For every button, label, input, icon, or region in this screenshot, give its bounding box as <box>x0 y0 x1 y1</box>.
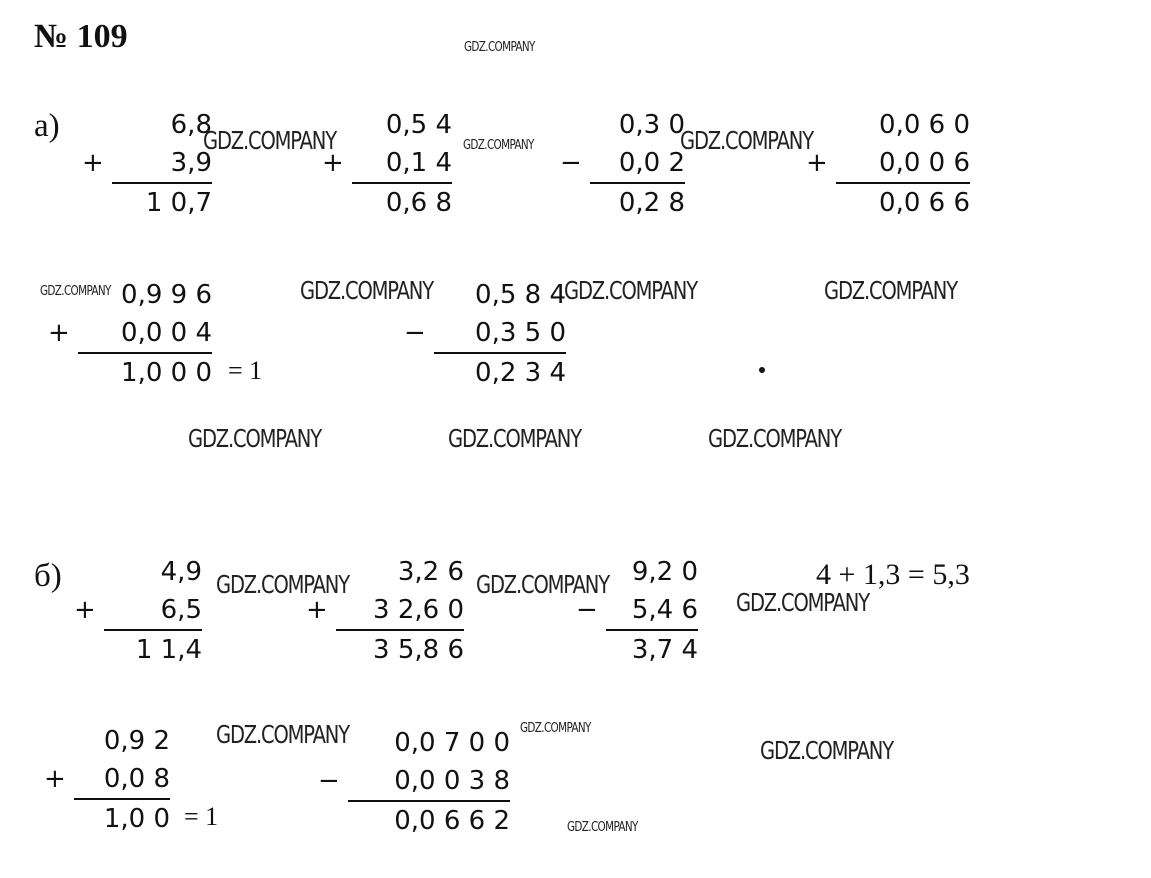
operation-result: 3,7 4 <box>631 635 698 665</box>
operator-sign: + <box>48 318 70 348</box>
watermark: GDZ.COMPANY <box>216 570 349 599</box>
column-operation <box>576 553 698 669</box>
operator-sign: + <box>806 148 828 178</box>
operand-bottom: − 5,4 6 <box>606 591 698 631</box>
operand-bottom: + 0,1 4 <box>352 144 452 184</box>
watermark: GDZ.COMPANY <box>824 276 957 305</box>
operand-top: 0,5 4 <box>385 110 452 140</box>
operation-result: 0,0 6 6 <box>879 188 970 218</box>
operator-sign: + <box>74 595 96 625</box>
operand-bottom: + 0,0 0 6 <box>836 144 970 184</box>
watermark: GDZ.COMPANY <box>300 276 433 305</box>
watermark: GDZ.COMPANY <box>736 588 869 617</box>
column-operation <box>74 553 202 669</box>
operation-result: 0,6 8 <box>385 188 452 218</box>
inline-equation: 4 + 1,3 = 5,3 <box>816 558 970 591</box>
watermark: GDZ.COMPANY <box>448 424 581 453</box>
operation-result: 3 5,8 6 <box>373 635 464 665</box>
column-operation <box>306 553 464 669</box>
operand-top: 3,2 6 <box>397 557 464 587</box>
operand-bottom: − 0,0 0 3 8 <box>348 762 510 802</box>
column-operation <box>806 106 970 222</box>
operation-result: 0,2 8 <box>618 188 685 218</box>
operand-top: 0,5 8 4 <box>475 280 566 310</box>
watermark: GDZ.COMPANY <box>203 126 336 155</box>
operand-top: 0,3 0 <box>618 110 685 140</box>
operand-top: 0,0 7 0 0 <box>394 728 510 758</box>
watermark: GDZ.COMPANY <box>463 138 534 153</box>
operator-sign: − <box>404 318 426 348</box>
operand-bottom: − 0,0 2 <box>590 144 685 184</box>
operand-bottom: − 0,3 5 0 <box>434 314 566 354</box>
watermark: GDZ.COMPANY <box>464 40 535 55</box>
operand-top: 9,2 0 <box>631 557 698 587</box>
operand-top: 0,0 6 0 <box>879 110 970 140</box>
operator-sign: + <box>82 148 104 178</box>
equals-one: = 1 <box>228 356 263 385</box>
operation-result: 1 1,4 <box>135 635 202 665</box>
operator-sign: − <box>318 766 340 796</box>
operator-sign: + <box>44 764 66 794</box>
column-operation <box>44 722 170 838</box>
part-a-label: а) <box>34 108 60 144</box>
problem-title: № 109 <box>34 18 128 55</box>
watermark: GDZ.COMPANY <box>476 570 609 599</box>
watermark: GDZ.COMPANY <box>708 424 841 453</box>
watermark: GDZ.COMPANY <box>216 720 349 749</box>
operand-bottom: + 0,0 0 4 <box>78 314 212 354</box>
operand-bottom: + 6,5 <box>104 591 202 631</box>
operation-result: 1,0 0 0 <box>121 358 212 388</box>
operation-result: 1 0,7 <box>145 188 212 218</box>
watermark: GDZ.COMPANY <box>760 736 893 765</box>
operand-top: 6,8 <box>170 110 212 140</box>
watermark: GDZ.COMPANY <box>40 284 111 299</box>
operation-result: 1,0 0 <box>103 804 170 834</box>
operand-top: 4,9 <box>160 557 202 587</box>
column-operation <box>322 106 452 222</box>
operator-sign: − <box>576 595 598 625</box>
operation-result: 0,2 3 4 <box>475 358 566 388</box>
watermark: GDZ.COMPANY <box>564 276 697 305</box>
operand-top: 0,9 2 <box>103 726 170 756</box>
operand-bottom: + 3 2,6 0 <box>336 591 464 631</box>
watermark: GDZ.COMPANY <box>567 820 638 835</box>
column-operation <box>318 724 510 840</box>
operator-sign: + <box>306 595 328 625</box>
equals-one: = 1 <box>184 802 219 831</box>
operator-sign: + <box>322 148 344 178</box>
column-operation <box>560 106 685 222</box>
operand-bottom: + 3,9 <box>112 144 212 184</box>
part-b-label: б) <box>34 558 62 594</box>
watermark: GDZ.COMPANY <box>680 126 813 155</box>
operation-result: 0,0 6 6 2 <box>394 806 510 836</box>
column-operation <box>82 106 212 222</box>
stray-dot <box>759 367 765 373</box>
watermark: GDZ.COMPANY <box>520 721 591 736</box>
operand-bottom: + 0,0 8 <box>74 760 170 800</box>
operator-sign: − <box>560 148 582 178</box>
column-operation <box>404 276 566 392</box>
operand-top: 0,9 9 6 <box>121 280 212 310</box>
watermark: GDZ.COMPANY <box>188 424 321 453</box>
